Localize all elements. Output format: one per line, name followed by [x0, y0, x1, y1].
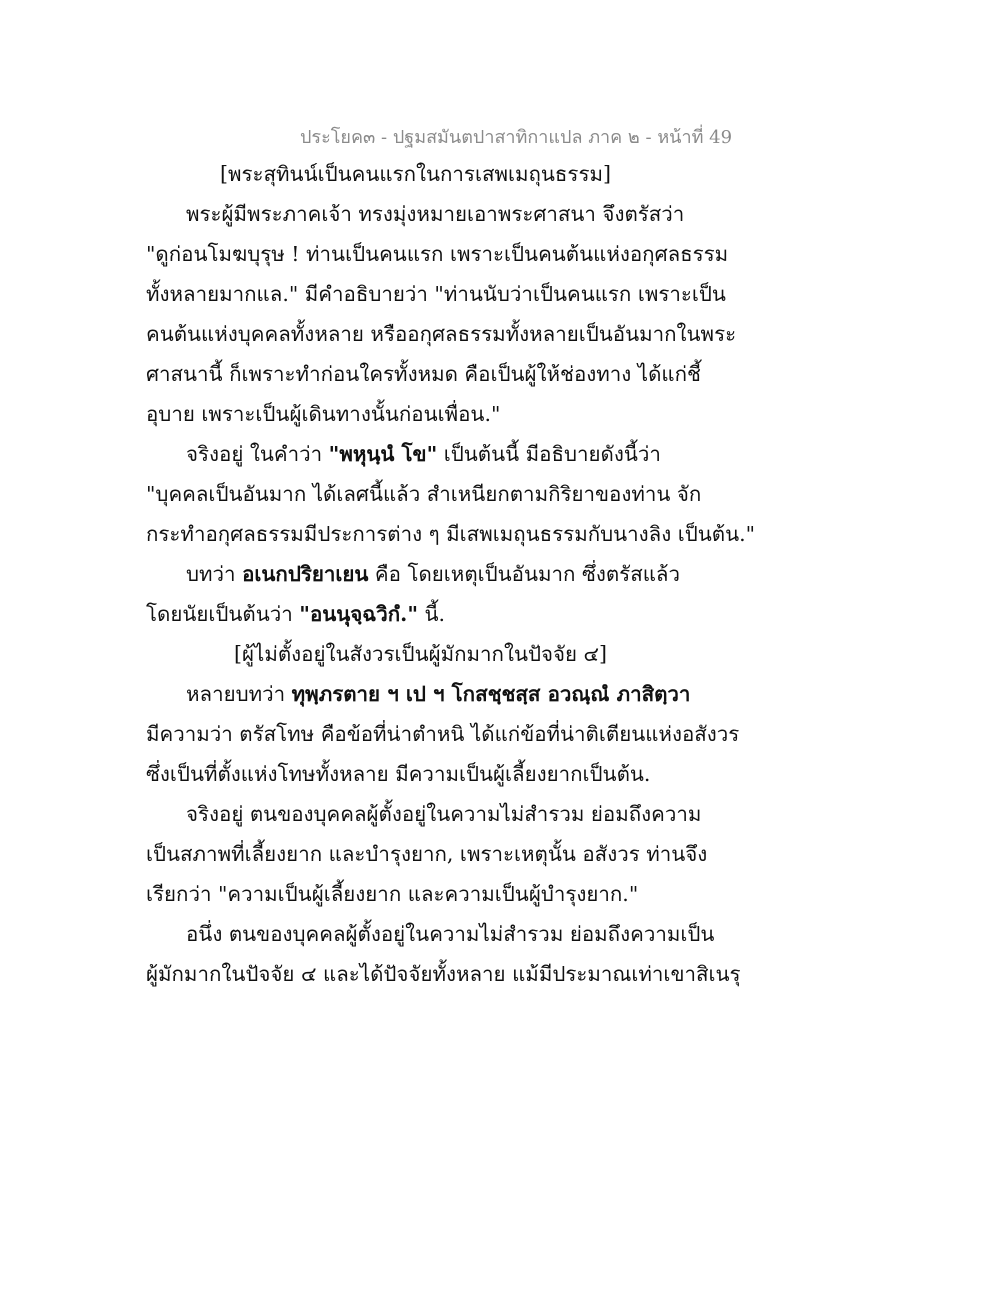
text-line: อนึ่ง ตนของบุคคลผู้ตั้งอยู่ในความไม่สำรวม ย่อมถึงความเป็น — [186, 922, 715, 946]
text-line: ผู้มักมากในปัจจัย ๔ และได้ปัจจัยทั้งหลาย แม้มีประมาณเท่าเขาสิเนรุ — [146, 962, 741, 986]
text-line — [186, 560, 680, 588]
text-line: คนต้นแห่งบุคคลทั้งหลาย หรืออกุศลธรรมทั้งหลายเป็นอันมากในพระ — [146, 322, 737, 346]
bold-term: อเนกปริยาเยน — [242, 562, 369, 586]
section-heading: [พระสุทินน์เป็นคนแรกในการเสพเมถุนธรรม] — [220, 162, 611, 186]
text-span: บทว่า — [186, 562, 243, 586]
bold-term: "อนนุจฺฉวิกํ." — [299, 602, 419, 626]
text-line — [186, 680, 690, 708]
text-line: ทั้งหลายมากแล." มีคำอธิบายว่า "ท่านนับว่าเป็นคนแรก เพราะเป็น — [146, 282, 726, 306]
text-line: ศาสนานี้ ก็เพราะทำก่อนใครทั้งหมด คือเป็นผู้ให้ช่องทาง ได้แก่ชี้ — [146, 362, 701, 386]
text-line: อุบาย เพราะเป็นผู้เดินทางนั้นก่อนเพื่อน." — [146, 402, 501, 426]
page-header: ประโยค๓ - ปฐมสมันตปาสาทิกาแปล ภาค ๒ - หน้าที่ 49 — [300, 127, 733, 148]
text-span: นี้. — [418, 602, 446, 626]
text-line: จริงอยู่ ตนของบุคคลผู้ตั้งอยู่ในความไม่สำรวม ย่อมถึงความ — [186, 802, 702, 826]
bold-term: "พหุนฺนํ โข" — [328, 442, 438, 466]
text-span: โดยนัยเป็นต้นว่า — [146, 602, 300, 626]
text-line: เรียกว่า "ความเป็นผู้เลี้ยงยาก และความเป็นผู้บำรุงยาก." — [146, 882, 639, 906]
text-line: "บุคคลเป็นอันมาก ได้เลศนี้แล้ว สำเหนียกตามกิริยาของท่าน จัก — [146, 482, 702, 506]
text-line: มีความว่า ตรัสโทษ คือข้อที่น่าตำหนิ ได้แก่ข้อที่น่าติเตียนแห่งอสังวร — [146, 722, 740, 746]
text-line — [186, 440, 661, 468]
section-heading: [ผู้ไม่ตั้งอยู่ในสังวรเป็นผู้มักมากในปัจจัย ๔] — [234, 642, 608, 666]
text-span: เป็นต้นนี้ มีอธิบายดังนี้ว่า — [437, 442, 661, 466]
text-span: หลายบทว่า — [186, 682, 292, 706]
text-span: จริงอยู่ ในคำว่า — [186, 442, 329, 466]
text-line: กระทำอกุศลธรรมมีประการต่าง ๆ มีเสพเมถุนธรรมกับนางลิง เป็นต้น." — [146, 522, 756, 546]
text-line: "ดูก่อนโมฆบุรุษ ! ท่านเป็นคนแรก เพราะเป็นคนต้นแห่งอกุศลธรรม — [146, 242, 729, 266]
text-line — [146, 600, 445, 628]
text-line: พระผู้มีพระภาคเจ้า ทรงมุ่งหมายเอาพระศาสนา จึงตรัสว่า — [186, 202, 685, 226]
bold-term: ทุพฺภรตาย ฯ เป ฯ โกสชฺชสฺส อวณฺณํ ภาสิตฺวา — [291, 682, 691, 706]
text-line: ซึ่งเป็นที่ตั้งแห่งโทษทั้งหลาย มีความเป็นผู้เลี้ยงยากเป็นต้น. — [146, 762, 651, 786]
text-line: เป็นสภาพที่เลี้ยงยาก และบำรุงยาก, เพราะเหตุนั้น อสังวร ท่านจึง — [146, 842, 708, 866]
text-span: คือ โดยเหตุเป็นอันมาก ซึ่งตรัสแล้ว — [368, 562, 680, 586]
